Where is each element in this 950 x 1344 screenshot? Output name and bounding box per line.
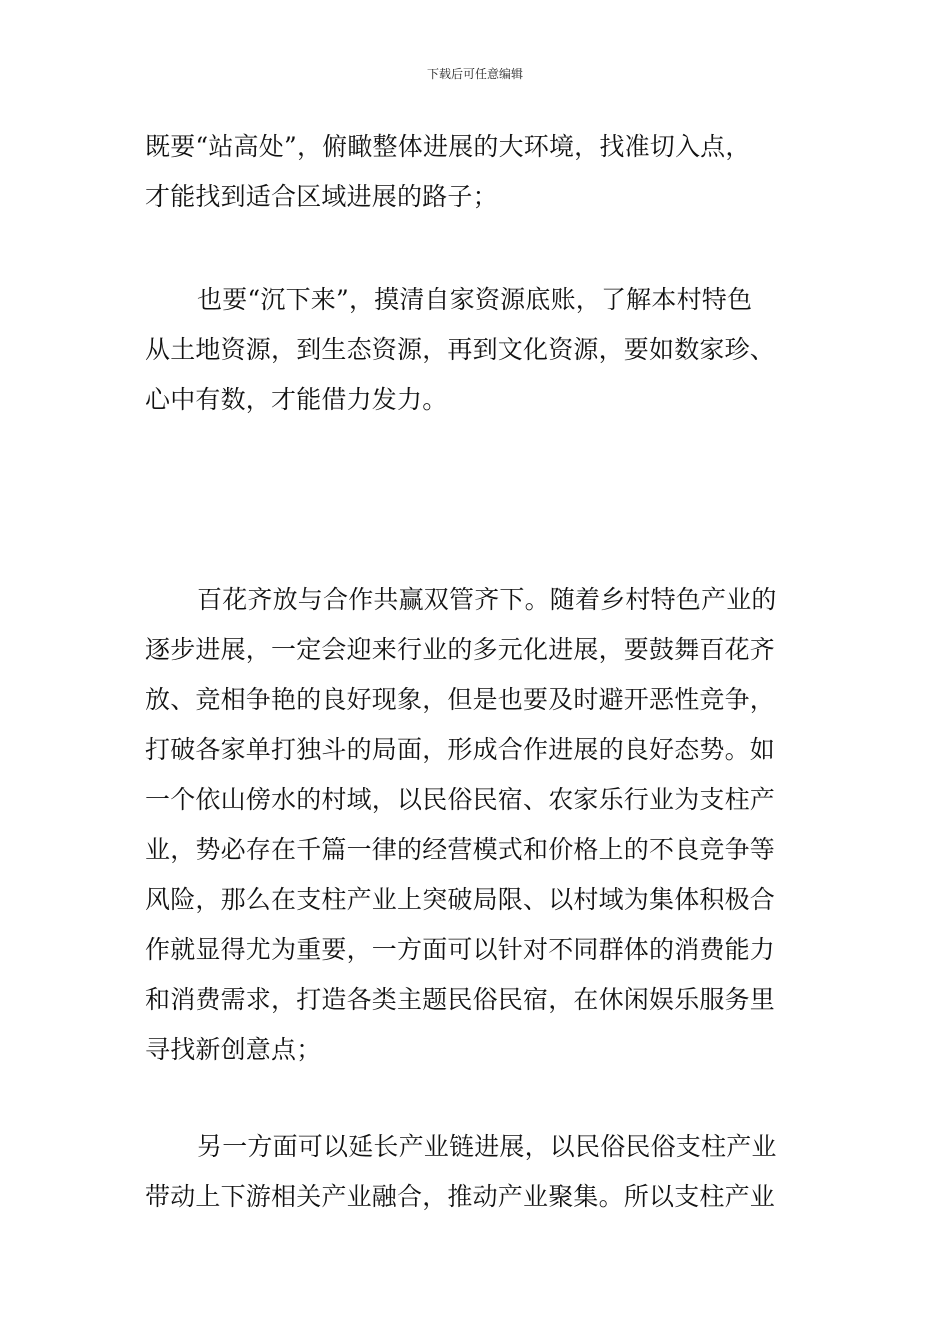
paragraph-line: 心中有数，才能借力发力。 (145, 385, 448, 414)
paragraph-line: 打破各家单打独斗的局面，形成合作进展的良好态势。如 (145, 735, 776, 764)
paragraph-line: 从土地资源，到生态资源，再到文化资源，要如数家珍、 (145, 335, 776, 364)
paragraph-line: 逐步进展，一定会迎来行业的多元化进展，要鼓舞百花齐 (145, 635, 776, 664)
paragraph-line: 业，势必存在千篇一律的经营模式和价格上的不良竞争等 (145, 835, 776, 864)
paragraph-line: 作就显得尤为重要，一方面可以针对不同群体的消费能力 (145, 935, 776, 964)
paragraph-1 (145, 122, 809, 222)
page-header: 下载后可任意编辑 (426, 67, 523, 81)
paragraph-line: 放、竞相争艳的良好现象，但是也要及时避开恶性竞争， (145, 685, 776, 714)
paragraph-line: 百花齐放与合作共赢双管齐下。随着乡村特色产业的 (197, 585, 777, 614)
paragraph-line: 既要“站高处”，俯瞰整体进展的大环境，找准切入点， (145, 132, 751, 161)
paragraph-line: 才能找到适合区域进展的路子； (145, 182, 498, 211)
paragraph-4 (145, 1122, 809, 1222)
paragraph-line: 也要“沉下来”，摸清自家资源底账，了解本村特色 (197, 285, 753, 314)
paragraph-line: 风险，那么在支柱产业上突破局限、以村域为集体积极合 (145, 885, 776, 914)
paragraph-line: 另一方面可以延长产业链进展，以民俗民俗支柱产业 (197, 1132, 777, 1161)
paragraph-line: 带动上下游相关产业融合，推动产业聚集。所以支柱产业 (145, 1182, 776, 1211)
paragraph-line: 一个依山傍水的村域，以民俗民宿、农家乐行业为支柱产 (145, 785, 776, 814)
paragraph-line: 寻找新创意点； (145, 1035, 322, 1064)
paragraph-3 (145, 575, 809, 1075)
paragraph-2 (145, 275, 809, 425)
paragraph-line: 和消费需求，打造各类主题民俗民宿，在休闲娱乐服务里 (145, 985, 776, 1014)
